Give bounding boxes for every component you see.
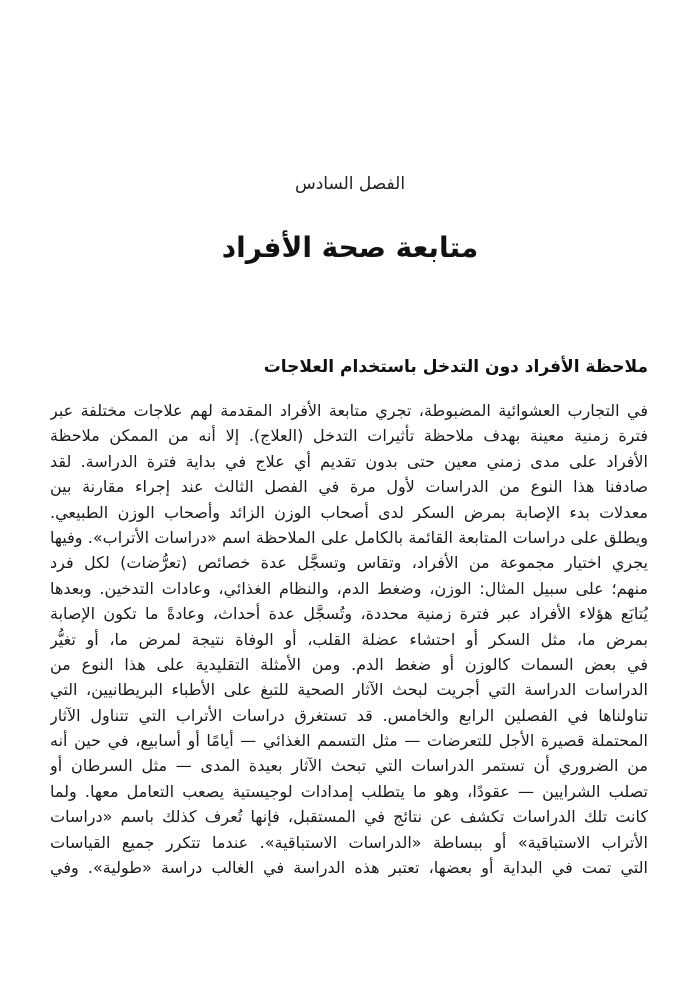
text-line: تصلب الشرايين — عقودًا، وهو ما يتطلب إمدادات لوجيستية يصعب التعامل معها. ولما xyxy=(50,781,648,801)
text-line: ويطلق على دراسات المتابعة القائمة بالكامل على الملاحظة اسم «دراسات الأتراب». وفيها xyxy=(50,527,648,547)
text-line: تناولناها في الفصلين الرابع والخامس. قد تستغرق دراسات الأتراب التي تتناول الآثار xyxy=(50,705,648,725)
text-line: فترة زمنية معينة بهدف ملاحظة تأثيرات التدخل (العلاج). إلا أنه من الممكن ملاحظة xyxy=(50,426,648,446)
text-line: يُتابَع هؤلاء الأفراد عبر فترة زمنية محددة، وتُسجَّل عدة أحداث، وعادةً ما تكون الإصابة xyxy=(50,604,648,624)
text-line: في بعض السمات كالوزن أو ضغط الدم. ومن الأمثلة التقليدية على هذا النوع من xyxy=(50,654,648,674)
text-line: الأفراد على مدى زمني معين حتى بدون تقديم أي علاج في بداية فترة الدراسة. لقد xyxy=(50,451,648,471)
text-line: منهم؛ على سبيل المثال: الوزن، وضغط الدم، والنظام الغذائي، وعادات التدخين. وبعدها xyxy=(50,578,648,598)
body-paragraph xyxy=(50,398,648,880)
text-line: كانت تلك الدراسات تكشف عن نتائج في المستقبل، فإنها تُعرف كذلك باسم «دراسات xyxy=(50,807,648,827)
chapter-label: الفصل السادس xyxy=(294,174,406,194)
chapter-title: متابعة صحة الأفراد xyxy=(221,231,479,264)
text-line: الدراسات الدراسة التي أجريت لبحث الآثار الصحية للتبغ على الأطباء البريطانيين، التي xyxy=(50,680,648,700)
text-line: صادفنا هذا النوع من الدراسات لأول مرة في الفصل الثالث عند إجراء مقارنة بين xyxy=(50,477,648,497)
text-line: بمرض ما، مثل السكر أو احتشاء عضلة القلب، أو الوفاة نتيجة لمرض ما، أو تغيُّر xyxy=(50,629,648,649)
text-line: المحتملة قصيرة الأجل للتعرضات — مثل التسمم الغذائي — أيامًا أو أسابيع، في حين أنه xyxy=(50,731,648,751)
section-heading: ملاحظة الأفراد دون التدخل باستخدام العلاجات xyxy=(263,357,648,377)
text-line: في التجارب العشوائية المضبوطة، تجري متابعة الأفراد المقدمة لهم علاجات مختلفة عبر xyxy=(50,401,648,420)
text-line: التي تمت في البداية أو بعضها، تعتبر هذه الدراسة في الغالب دراسة «طولية». وفي xyxy=(50,858,648,878)
text-line: معدلات بدء الإصابة بمرض السكر لدى أصحاب الوزن الزائد وأصحاب الوزن الطبيعي. xyxy=(50,502,648,522)
text-line: يجري اختيار مجموعة من الأفراد، وتقاس وتسجَّل عدة خصائص (تعرُّضات) لكل فرد xyxy=(50,553,648,573)
text-line: الأتراب الاستباقية» أو ببساطة «الدراسات الاستباقية». عندما تتكرر جميع القياسات xyxy=(50,832,648,852)
text-line: من الضروري أن تستمر الدراسات التي تبحث الآثار بعيدة المدى — مثل السرطان أو xyxy=(50,756,648,776)
